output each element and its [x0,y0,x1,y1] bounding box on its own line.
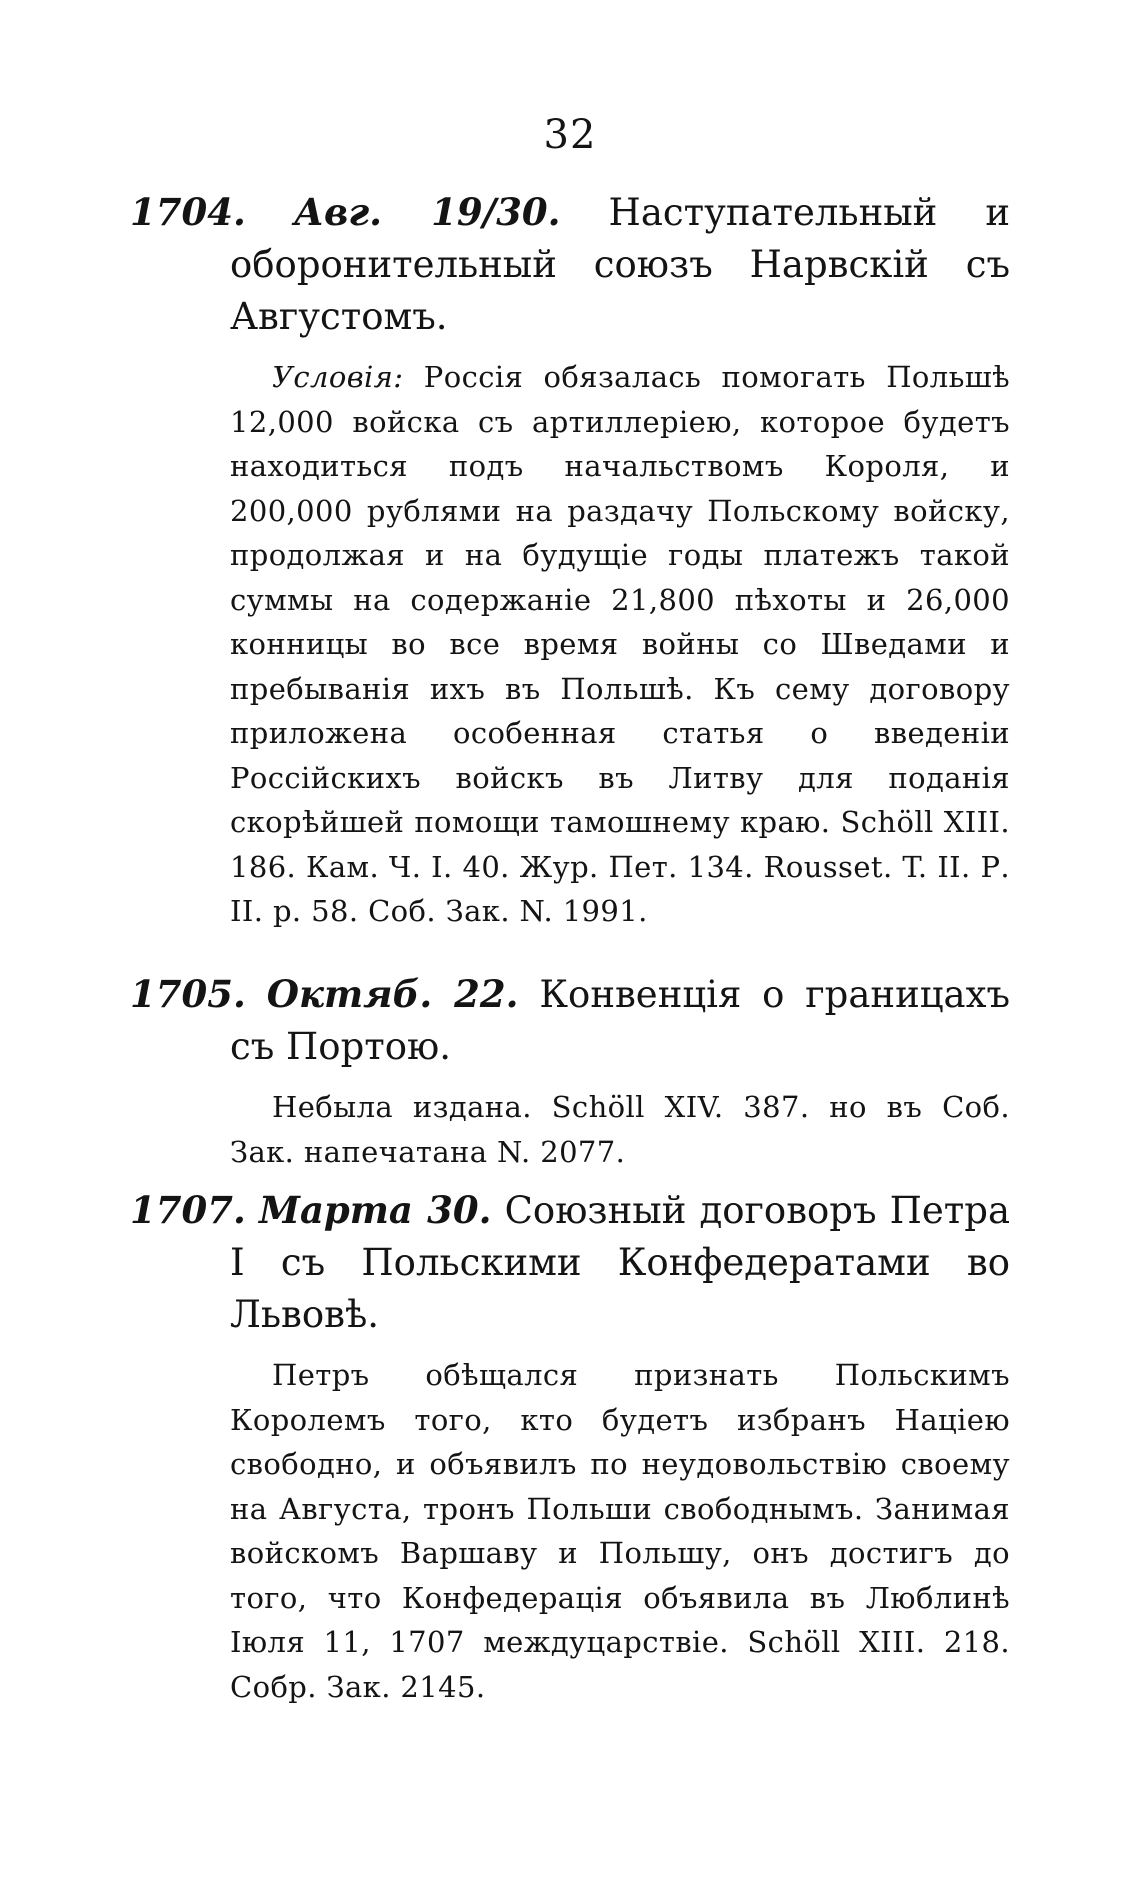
entry-date: Октяб. 22. [266,972,519,1016]
entry-body [230,1085,1010,1174]
entry-date: Авг. 19/30. [293,190,561,234]
entry-heading [130,968,1010,1073]
page-number: 32 [543,112,597,158]
entry-body [230,355,1010,934]
treaty-entry [130,968,1010,1174]
entry-heading [130,1184,1010,1341]
entry-year: 1705. [130,972,246,1016]
entry-date: Марта 30. [258,1188,492,1232]
entry-body [230,1353,1010,1709]
entry-year: 1704. [130,190,246,234]
entry-body-text: Россія обязалась помогать Польшѣ 12,000 войска съ артиллеріею, которое будетъ находиться подъ начальствомъ Короля, и 200,000 рублями на раздачу Польскому войску, продолжая и на будущіе годы платежъ такой суммы на содержаніе 21,800 пѣхоты и 26,000 конницы во все время войны со Шведами и пребыванія ихъ въ Польшѣ. Къ сему договору приложена особенная статья о введеніи Россійскихъ войскъ въ Литву для поданія скорѣйшей помощи тамошнему краю. Schöll XIII. 186. Кам. Ч. I. 40. Жур. Пет. 134. Rousset. T. II. Р. II. p. 58. Соб. Зак. N. 1991. [230,360,1011,928]
entry-heading [130,186,1010,343]
treaty-entry [130,1184,1010,1709]
entry-title: Конвенція о границахъ съ Портою. [230,973,1011,1068]
entry-year: 1707. [130,1188,246,1232]
entry-title: Наступательный и оборонительный союзъ Нарвскій съ Августомъ. [230,191,1011,338]
treaty-entry [130,186,1010,934]
conditions-label: Условія: [272,360,404,394]
entry-title: Союзный договоръ Петра I съ Польскими Конфедератами во Львовѣ. [230,1189,1011,1336]
entry-body-text: Петръ обѣщался признать Польскимъ Королемъ того, кто будетъ избранъ Націею свободно, и объявилъ по неудовольствію своему на Августа, тронъ Польши свободнымъ. Занимая войскомъ Варшаву и Польшу, онъ достигъ до того, что Конфедерація объявила въ Люблинѣ Іюля 11, 1707 междуцарствіе. Schöll XIII. 218. Собр. Зак. 2145. [230,1358,1010,1704]
entry-body-text: Небыла издана. Schöll XIV. 387. но въ Соб. Зак. напечатана N. 2077. [230,1090,1010,1169]
